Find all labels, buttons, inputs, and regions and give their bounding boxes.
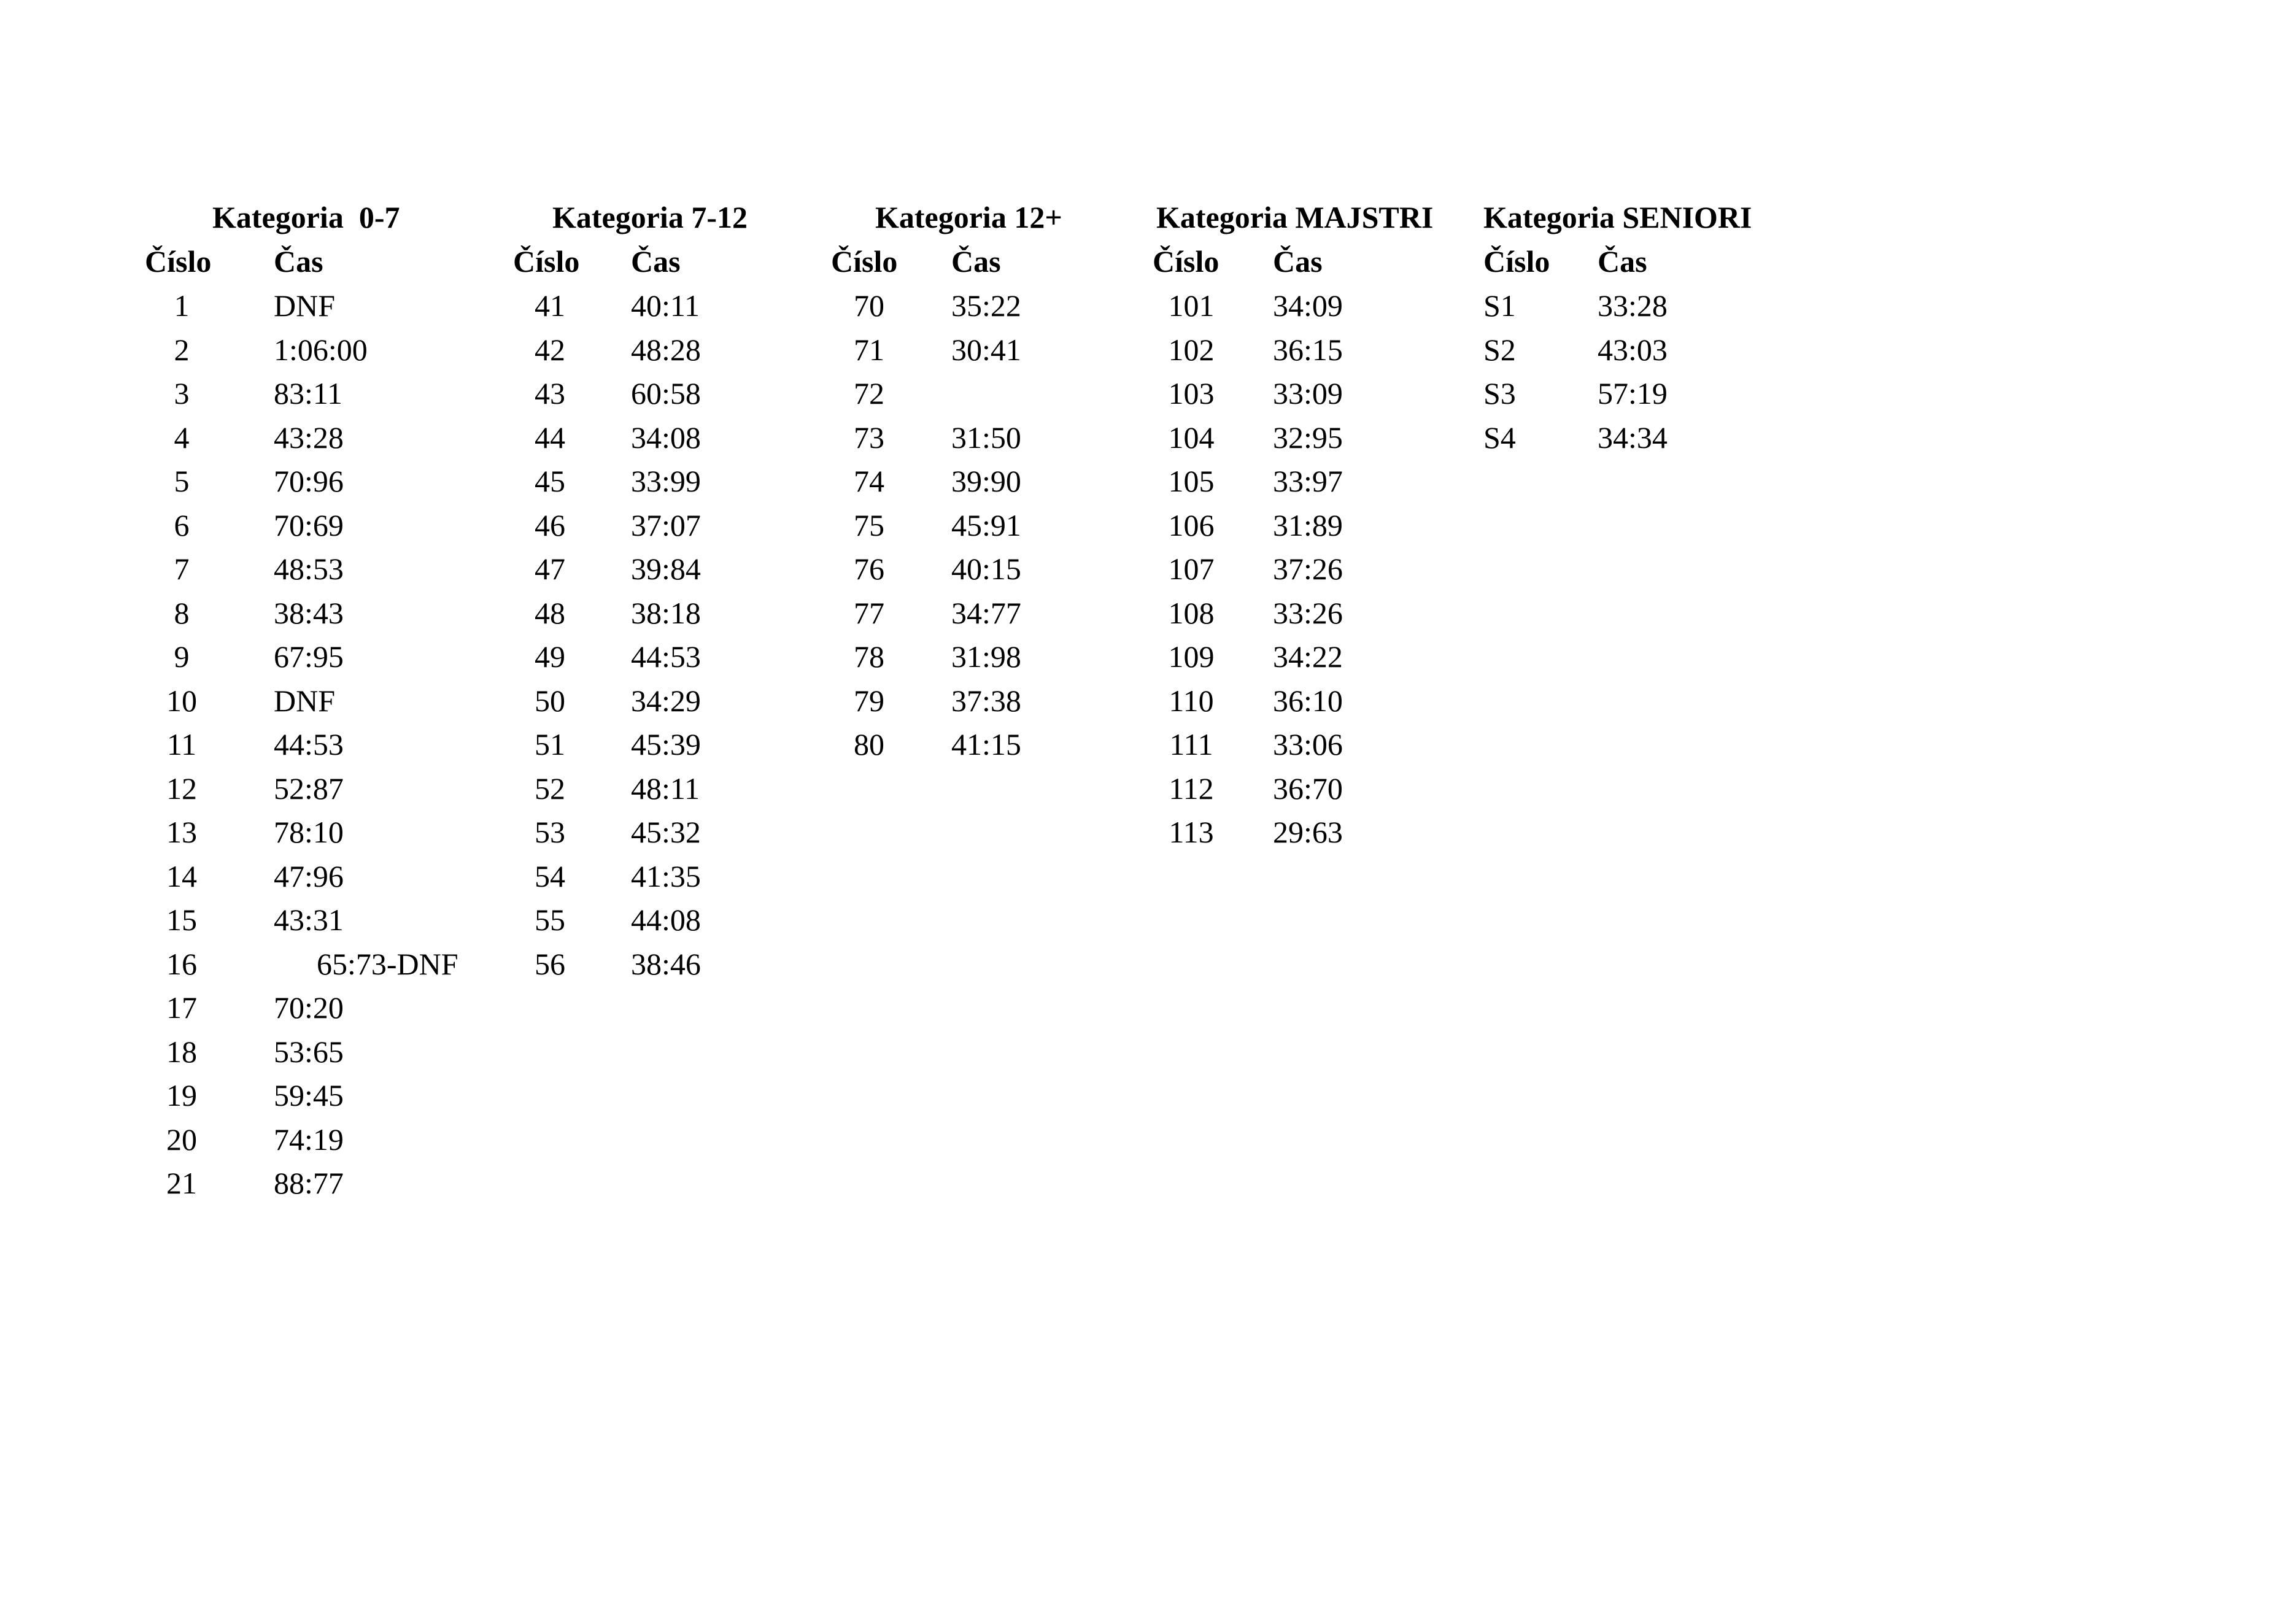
category-title: Kategoria 12+ xyxy=(875,200,1062,234)
start-number: 8 xyxy=(174,595,190,630)
result-row xyxy=(1483,415,1913,460)
time-column-header: Čas xyxy=(631,244,681,279)
result-row xyxy=(145,854,574,898)
start-number: 44 xyxy=(535,420,565,455)
start-number: 43 xyxy=(535,376,565,411)
finish-time: 37:26 xyxy=(1273,552,1343,586)
result-row xyxy=(1153,503,1582,547)
finish-time: 65:73-DNF xyxy=(317,946,458,981)
result-row xyxy=(145,898,574,942)
result-row xyxy=(145,722,574,766)
start-number: 76 xyxy=(854,552,884,586)
start-number: 51 xyxy=(535,727,565,761)
finish-time: DNF xyxy=(274,683,336,718)
start-number: S2 xyxy=(1483,332,1516,367)
finish-time: 38:46 xyxy=(631,946,701,981)
start-number: 108 xyxy=(1168,595,1215,630)
result-row xyxy=(145,547,574,591)
result-row xyxy=(145,679,574,723)
finish-time: 41:35 xyxy=(631,858,701,893)
number-column-header: Číslo xyxy=(513,244,580,279)
finish-time: 70:69 xyxy=(274,507,344,542)
results-list xyxy=(145,283,574,1205)
finish-time: 33:26 xyxy=(1273,595,1343,630)
start-number: 3 xyxy=(174,376,190,411)
start-number: 1 xyxy=(174,288,190,323)
finish-time: 34:77 xyxy=(951,595,1021,630)
finish-time: 34:09 xyxy=(1273,288,1343,323)
result-row xyxy=(513,810,943,854)
start-number: 78 xyxy=(854,639,884,674)
start-number: 13 xyxy=(166,815,197,849)
result-row xyxy=(1153,591,1582,635)
number-column-header: Číslo xyxy=(831,244,898,279)
finish-time: 34:34 xyxy=(1598,420,1668,455)
result-row xyxy=(1153,547,1582,591)
finish-time: 57:19 xyxy=(1598,376,1668,411)
finish-time: 39:84 xyxy=(631,552,701,586)
start-number: 111 xyxy=(1169,727,1213,761)
result-row xyxy=(145,283,574,328)
result-row xyxy=(513,898,943,942)
finish-time: 43:31 xyxy=(274,903,344,937)
start-number: 19 xyxy=(166,1078,197,1112)
result-row xyxy=(145,591,574,635)
start-number: 53 xyxy=(535,815,565,849)
result-row xyxy=(1483,283,1913,328)
start-number: 6 xyxy=(174,507,190,542)
finish-time: 31:89 xyxy=(1273,507,1343,542)
result-row xyxy=(1153,634,1582,679)
finish-time: 30:41 xyxy=(951,332,1021,367)
finish-time: 35:22 xyxy=(951,288,1021,323)
start-number: 41 xyxy=(535,288,565,323)
start-number: 75 xyxy=(854,507,884,542)
start-number: 103 xyxy=(1168,376,1215,411)
result-row xyxy=(145,459,574,503)
finish-time: 31:98 xyxy=(951,639,1021,674)
result-row xyxy=(513,942,943,986)
start-number: 18 xyxy=(166,1034,197,1069)
result-row xyxy=(513,854,943,898)
start-number: 50 xyxy=(535,683,565,718)
result-row xyxy=(145,634,574,679)
start-number: 110 xyxy=(1169,683,1214,718)
finish-time: 37:38 xyxy=(951,683,1021,718)
start-number: 45 xyxy=(535,464,565,498)
result-row xyxy=(1153,459,1582,503)
finish-time: 88:77 xyxy=(274,1166,344,1200)
start-number: 77 xyxy=(854,595,884,630)
result-row xyxy=(145,942,574,986)
start-number: 11 xyxy=(166,727,197,761)
result-row xyxy=(145,1073,574,1117)
finish-time: 33:06 xyxy=(1273,727,1343,761)
start-number: 48 xyxy=(535,595,565,630)
finish-time: 43:03 xyxy=(1598,332,1668,367)
results-list xyxy=(1483,283,1913,459)
start-number: 113 xyxy=(1169,815,1214,849)
finish-time: 53:65 xyxy=(274,1034,344,1069)
finish-time: 33:09 xyxy=(1273,376,1343,411)
finish-time: 33:97 xyxy=(1273,464,1343,498)
time-column-header: Čas xyxy=(951,244,1001,279)
result-row xyxy=(1153,679,1582,723)
finish-time: 36:10 xyxy=(1273,683,1343,718)
number-column-header: Číslo xyxy=(1483,244,1550,279)
result-row xyxy=(145,328,574,372)
finish-time: 32:95 xyxy=(1273,420,1343,455)
finish-time: 31:50 xyxy=(951,420,1021,455)
finish-time: 60:58 xyxy=(631,376,701,411)
start-number: 79 xyxy=(854,683,884,718)
category-title: Kategoria SENIORI xyxy=(1483,200,1752,234)
start-number: 9 xyxy=(174,639,190,674)
finish-time: 44:08 xyxy=(631,903,701,937)
finish-time: 33:99 xyxy=(631,464,701,498)
start-number: 101 xyxy=(1168,288,1215,323)
start-number: 17 xyxy=(166,990,197,1025)
finish-time: 33:28 xyxy=(1598,288,1668,323)
result-row xyxy=(145,1117,574,1162)
category-title: Kategoria 7-12 xyxy=(552,200,748,234)
finish-time: 29:63 xyxy=(1273,815,1343,849)
finish-time: 59:45 xyxy=(274,1078,344,1112)
start-number: 107 xyxy=(1168,552,1215,586)
start-number: 46 xyxy=(535,507,565,542)
finish-time: 48:53 xyxy=(274,552,344,586)
finish-time: 45:32 xyxy=(631,815,701,849)
finish-time: 70:20 xyxy=(274,990,344,1025)
start-number: 47 xyxy=(535,552,565,586)
result-row xyxy=(145,415,574,460)
number-column-header: Číslo xyxy=(1153,244,1220,279)
start-number: 55 xyxy=(535,903,565,937)
start-number: S3 xyxy=(1483,376,1516,411)
finish-time: 34:29 xyxy=(631,683,701,718)
start-number: 12 xyxy=(166,771,197,806)
category-title: Kategoria 0-7 xyxy=(212,200,400,234)
result-row xyxy=(145,371,574,415)
start-number: 16 xyxy=(166,946,197,981)
start-number: 74 xyxy=(854,464,884,498)
finish-time: 83:11 xyxy=(274,376,343,411)
result-row xyxy=(145,1161,574,1205)
finish-time: 70:96 xyxy=(274,464,344,498)
start-number: S4 xyxy=(1483,420,1516,455)
start-number: 21 xyxy=(166,1166,197,1200)
finish-time: 78:10 xyxy=(274,815,344,849)
start-number: 73 xyxy=(854,420,884,455)
start-number: 49 xyxy=(535,639,565,674)
result-row xyxy=(1483,371,1913,415)
start-number: 7 xyxy=(174,552,190,586)
start-number: 104 xyxy=(1168,420,1215,455)
finish-time: 74:19 xyxy=(274,1122,344,1157)
start-number: 72 xyxy=(854,376,884,411)
start-number: 106 xyxy=(1168,507,1215,542)
start-number: 4 xyxy=(174,420,190,455)
start-number: 10 xyxy=(166,683,197,718)
finish-time: 37:07 xyxy=(631,507,701,542)
start-number: 20 xyxy=(166,1122,197,1157)
start-number: 2 xyxy=(174,332,190,367)
finish-time: 48:11 xyxy=(631,771,700,806)
start-number: 102 xyxy=(1168,332,1215,367)
finish-time: 67:95 xyxy=(274,639,344,674)
start-number: 52 xyxy=(535,771,565,806)
finish-time: 38:43 xyxy=(274,595,344,630)
result-row xyxy=(1153,766,1582,811)
finish-time: DNF xyxy=(274,288,336,323)
start-number: 54 xyxy=(535,858,565,893)
finish-time: 34:08 xyxy=(631,420,701,455)
finish-time: 39:90 xyxy=(951,464,1021,498)
result-row xyxy=(1153,722,1582,766)
finish-time: 36:15 xyxy=(1273,332,1343,367)
finish-time: 41:15 xyxy=(951,727,1021,761)
finish-time: 52:87 xyxy=(274,771,344,806)
start-number: 15 xyxy=(166,903,197,937)
finish-time: 1:06:00 xyxy=(274,332,368,367)
start-number: 70 xyxy=(854,288,884,323)
finish-time: 36:70 xyxy=(1273,771,1343,806)
finish-time: 44:53 xyxy=(274,727,344,761)
finish-time: 38:18 xyxy=(631,595,701,630)
finish-time: 48:28 xyxy=(631,332,701,367)
result-row xyxy=(145,503,574,547)
start-number: 112 xyxy=(1169,771,1214,806)
finish-time: 45:91 xyxy=(951,507,1021,542)
start-number: S1 xyxy=(1483,288,1516,323)
start-number: 109 xyxy=(1168,639,1215,674)
time-column-header: Čas xyxy=(1598,244,1647,279)
finish-time: 45:39 xyxy=(631,727,701,761)
start-number: 105 xyxy=(1168,464,1215,498)
result-row xyxy=(1153,810,1582,854)
time-column-header: Čas xyxy=(1273,244,1323,279)
result-row xyxy=(145,766,574,811)
finish-time: 40:15 xyxy=(951,552,1021,586)
start-number: 14 xyxy=(166,858,197,893)
result-row xyxy=(513,766,943,811)
finish-time: 34:22 xyxy=(1273,639,1343,674)
finish-time: 47:96 xyxy=(274,858,344,893)
start-number: 71 xyxy=(854,332,884,367)
result-row xyxy=(1483,328,1913,372)
finish-time: 43:28 xyxy=(274,420,344,455)
start-number: 56 xyxy=(535,946,565,981)
finish-time: 44:53 xyxy=(631,639,701,674)
start-number: 42 xyxy=(535,332,565,367)
category-title: Kategoria MAJSTRI xyxy=(1156,200,1434,234)
number-column-header: Číslo xyxy=(145,244,212,279)
start-number: 5 xyxy=(174,464,190,498)
time-column-header: Čas xyxy=(274,244,323,279)
result-row xyxy=(145,810,574,854)
result-row xyxy=(145,985,574,1030)
finish-time: 40:11 xyxy=(631,288,700,323)
result-row xyxy=(145,1030,574,1074)
start-number: 80 xyxy=(854,727,884,761)
